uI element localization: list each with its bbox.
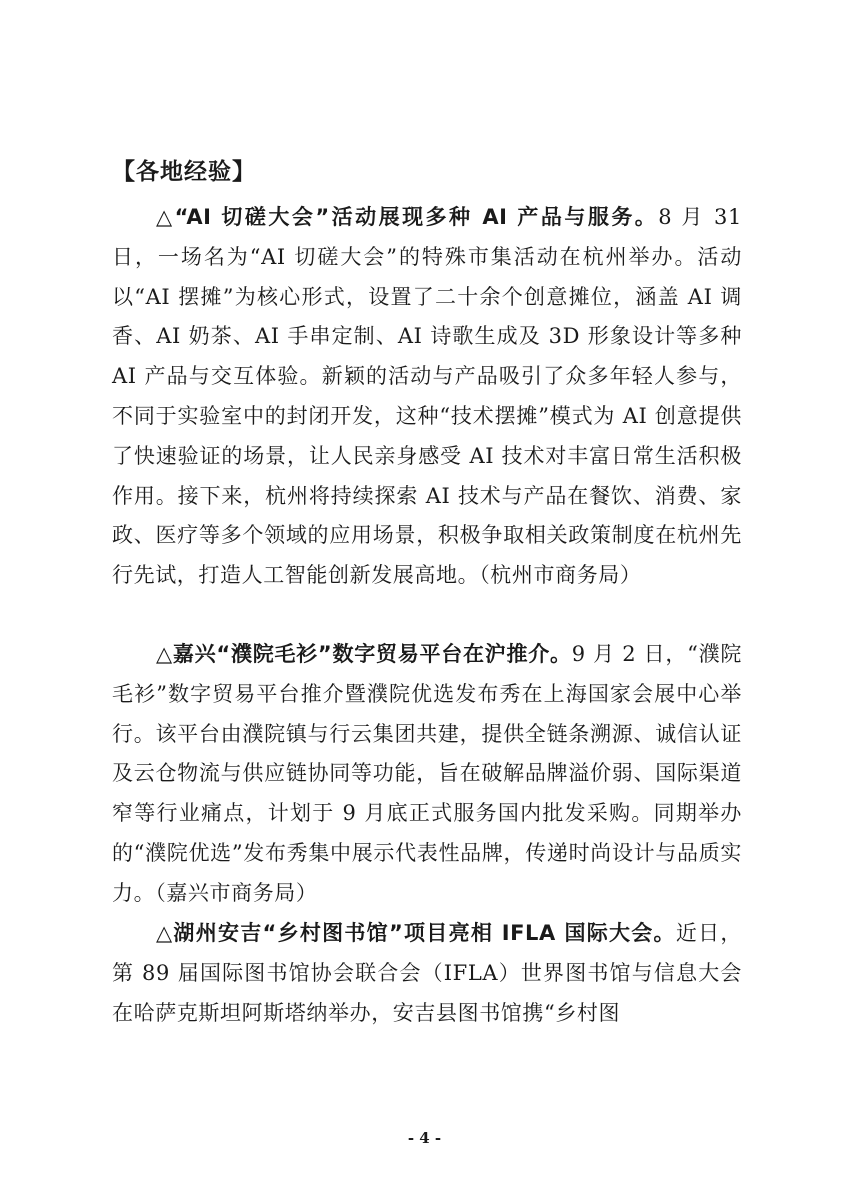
news-item-body: 9 月 2 日，“濮院毛衫”数字贸易平台推介暨濮院优选发布秀在上海国家会展中心举行。该平台由濮院镇与行云集团共建，提供全链条溯源、诚信认证及云仓物流与供应链协同等功能，旨在破解品牌溢价弱、国际渠道窄等行业痛点，计划于 9 月底正式服务国内批发采购。同期举办的“濮院优选”发布秀集中展示代表性品牌，传递时尚设计与品质实力。（嘉兴市商务局）	[112, 642, 742, 905]
news-item-huzhou	[112, 914, 742, 1033]
news-item-body: 近日，第 89 届国际图书馆协会联合会（IFLA）世界图书馆与信息大会在哈萨克斯坦阿斯塔纳举办，安吉县图书馆携“乡村图	[112, 921, 742, 1025]
news-item-hangzhou	[112, 198, 742, 596]
page-number: - 4 -	[407, 1129, 442, 1147]
news-item-jiaxing	[112, 635, 742, 914]
news-item-body: 8 月 31 日，一场名为“AI 切磋大会”的特殊市集活动在杭州举办。活动以“AI 摆摊”为核心形式，设置了二十余个创意摊位，涵盖 AI 调香、AI 奶茶、AI 手串定制、AI 诗歌生成及 3D 形象设计等多种 AI 产品与交互体验。新颖的活动与产品吸引了众多年轻人参与，不同于实验室中的封闭开发，这种“技术摆摊”模式为 AI 创意提供了快速验证的场景，让人民亲身感受 AI 技术对丰富日常生活积极作用。接下来，杭州将持续探索 AI 技术与产品在餐饮、消费、家政、医疗等多个领域的应用场景，积极争取相关政策制度在杭州先行先试，打造人工智能创新发展高地。（杭州市商务局）	[112, 205, 742, 588]
section-heading: 【各地经验】	[112, 159, 256, 185]
news-item-lead: △湖州安吉“乡村图书馆”项目亮相 IFLA 国际大会。	[156, 921, 676, 945]
news-item-lead: △“AI 切磋大会”活动展现多种 AI 产品与服务。	[156, 205, 659, 229]
news-item-lead: △嘉兴“濮院毛衫”数字贸易平台在沪推介。	[156, 642, 572, 666]
